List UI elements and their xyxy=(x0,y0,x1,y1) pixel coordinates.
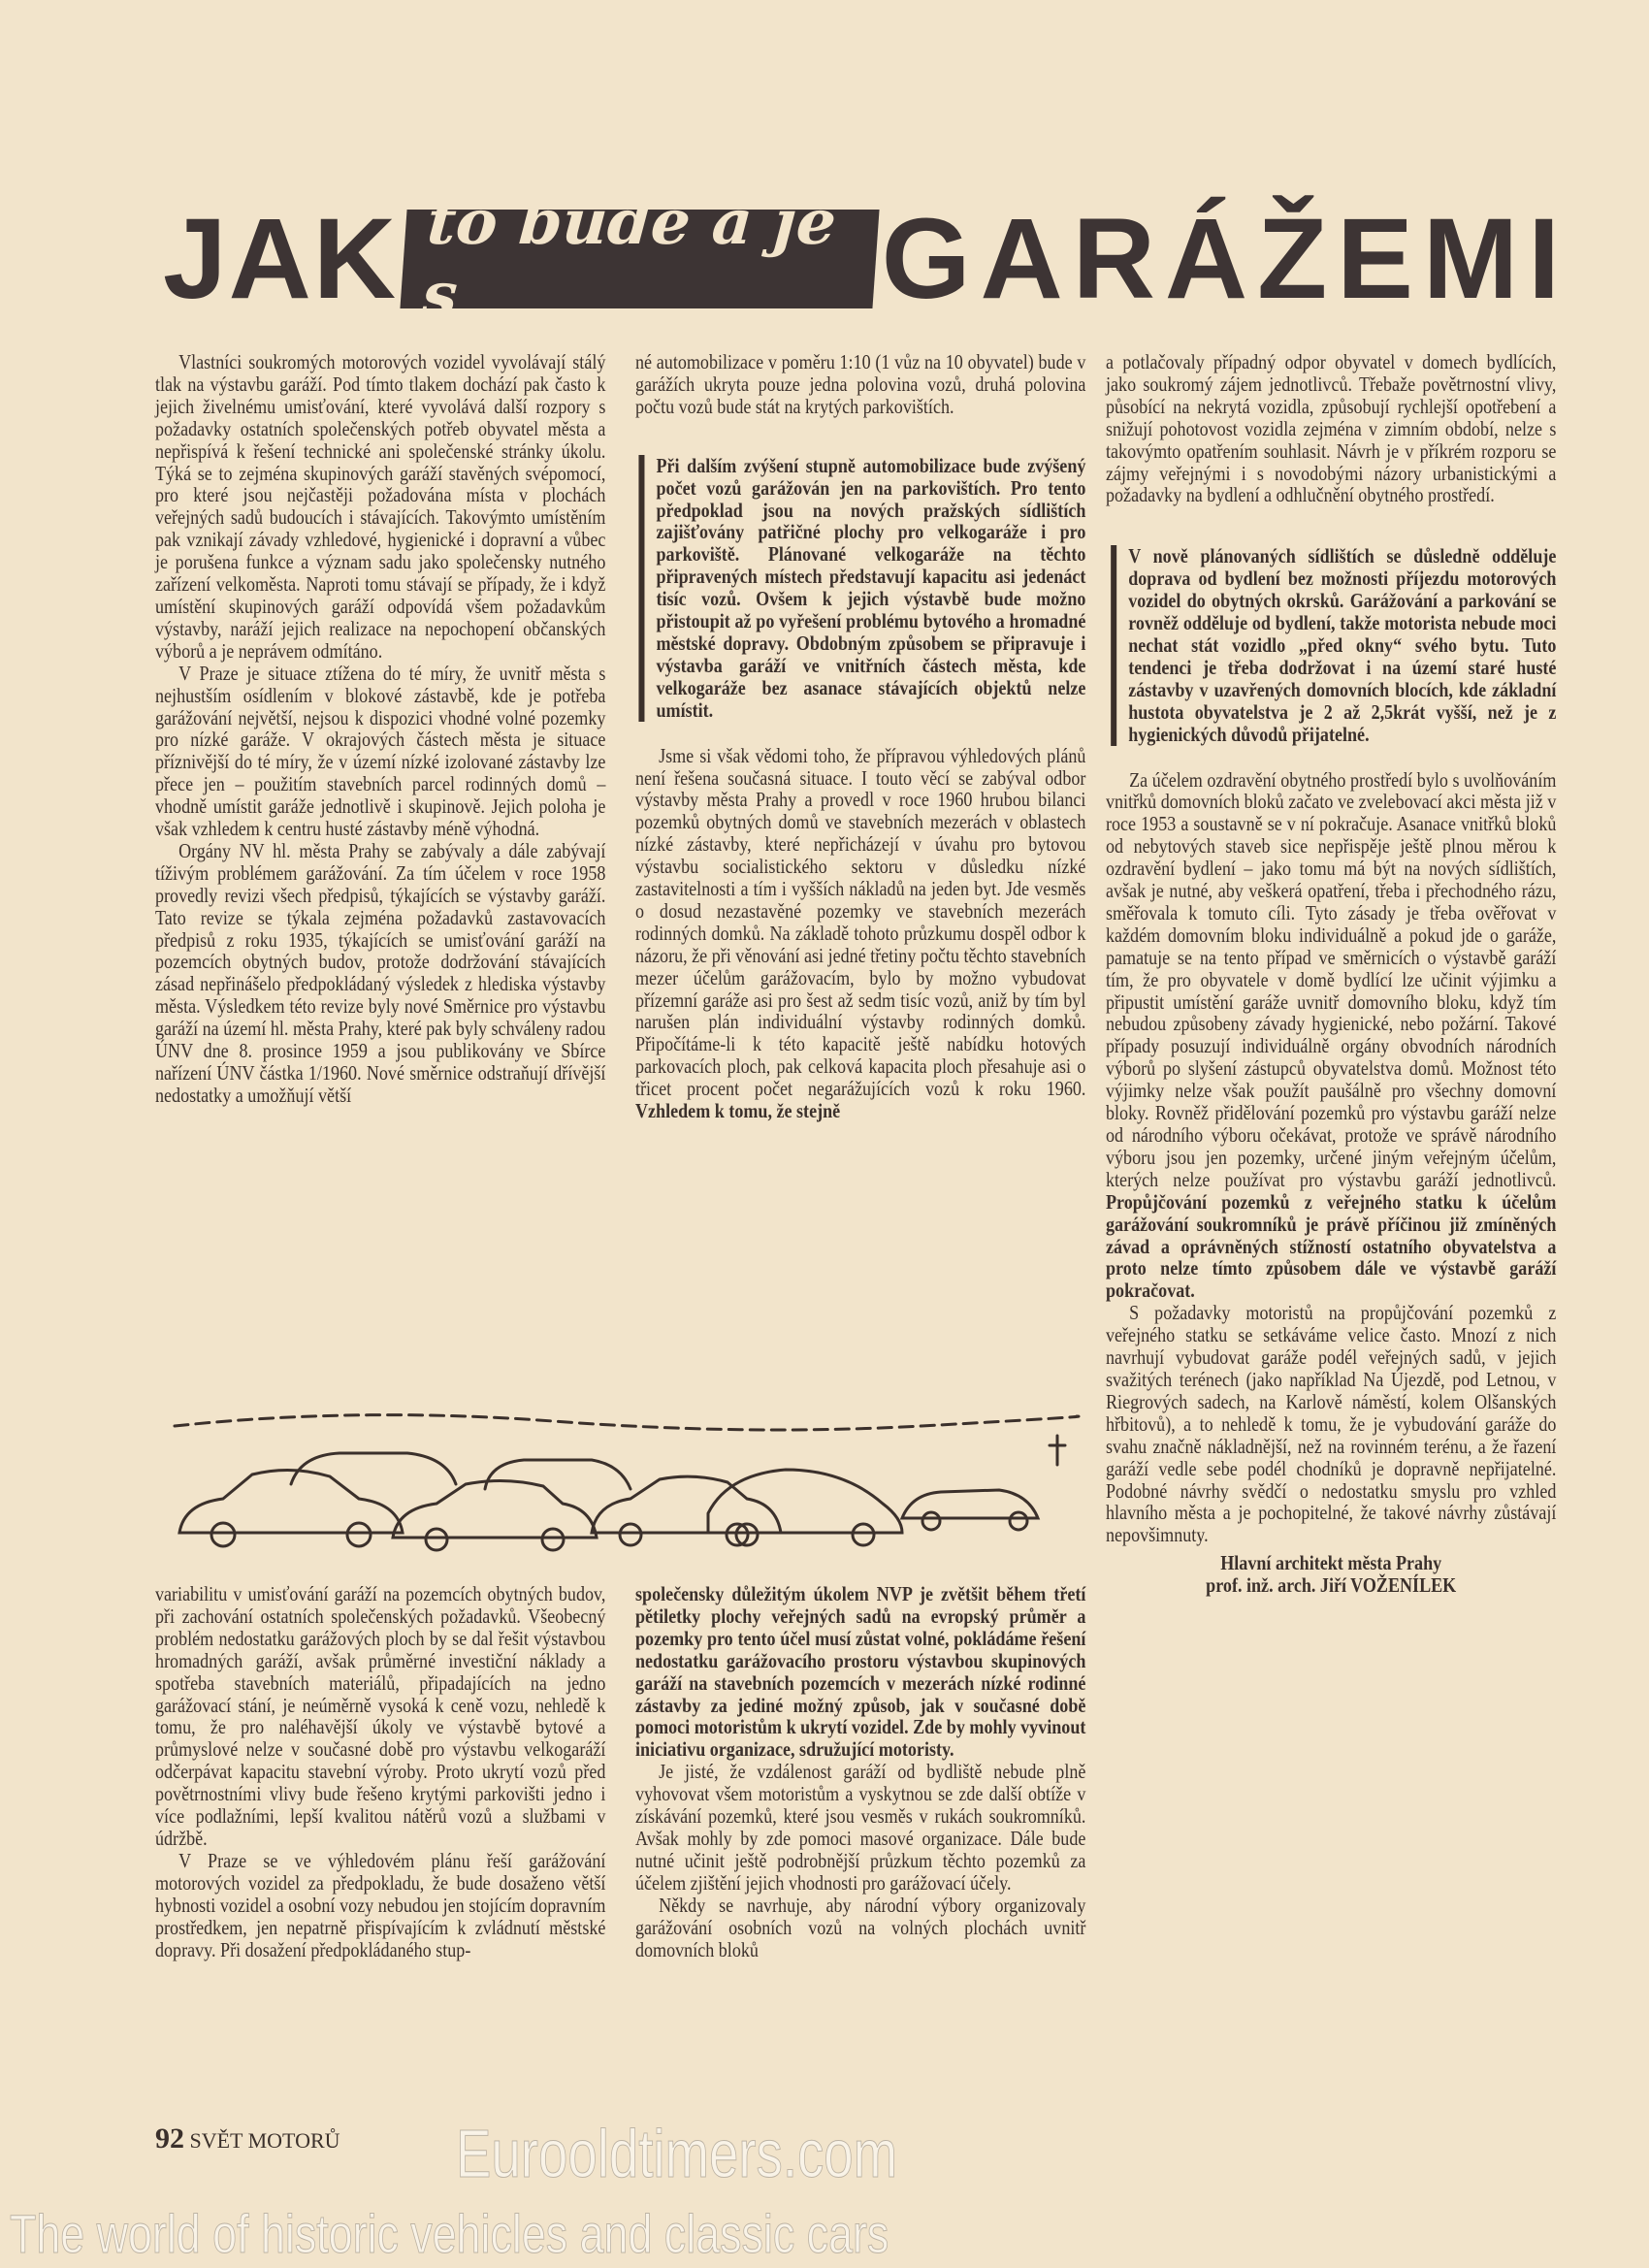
magazine-name: SVĚT MOTORŮ xyxy=(189,2128,340,2153)
column-2-bottom xyxy=(635,1583,1085,1960)
signature-role: Hlavní architekt města Prahy xyxy=(1220,1551,1442,1575)
paragraph: V Praze je situace ztížena do té míry, že uvnitř města s nejhustším osídlením v blokové zástavbě, kde je potřeba garážování největší, nejsou k dispozici vhodné volné pozemky pro nízké garáže. V okrajových částech města je situace příznivější do té míry, že v území nízké izolované zástavby lze přece jen – použitím stavebních parcel rodinných domů – vhodně umístit garáže jednotlivě i skupinově. Jejich poloha je však vzhledem k centru husté zástavby méně výhodná. xyxy=(155,661,606,841)
paragraph: a potlačovaly případný odpor obyvatel v domech bydlících, jako soukromý zájem jednotlivců. Třebaže povětrnostní vlivy, působící na nekrytá vozidla, způsobují rychlejší opotřebení a snižují pohotovost vozidla zejména v zimním období, nelze s takovýmto opatřením souhlasit. Návrh je v příkrém rozporu se zájmy veřejnými i s novodobými názory urbanistickými a požadavky na bydlení a odhlučnění obytného prostředí. xyxy=(1106,350,1557,507)
paragraph xyxy=(635,745,1085,1122)
column-1-top xyxy=(155,351,605,1107)
title-script: to bude a je s xyxy=(400,210,879,308)
car-icon xyxy=(393,1480,597,1550)
paragraph: né automobilizace v poměru 1:10 (1 vůz na 10 obyvatel) bude v garážích ukryta pouze jedna polovina vozů, druhá polovina počtu vozů bude stát na krytých parkovištích. xyxy=(635,350,1086,418)
title-garazemi: GARÁŽEMI xyxy=(881,195,1569,323)
car-icon xyxy=(708,1470,902,1545)
paragraph: Vlastníci soukromých motorových vozidel vyvolávají stálý tlak na výstavbu garáží. Pod tímto tlakem dochází pak často k jejich živelnému umisťování, které vyvolává další rozpory s požadavky ostatních společenských potřeb obyvatel města a nepřispívá k řešení technické ani společenské stránky úkolu. Týká se to zejména skupinových garáží stavěných svépomocí, pro které jsou nejčastěji požadována místa v plochách veřejných sadů budoucích i stávajících. Takovýmto umístěním pak vznikají závady vzhledové, hygienické i dopravní a vůbec je porušena funkce a význam sadu jako společensky nutného zařízení velkoměsta. Naproti tomu stávají se případy, že i když umístění skupinových garáží odpovídá všem požadavkům výstavby, naráží jejich realizace na nepochopení občanských výborů a je neprávem odmítáno. xyxy=(155,350,606,663)
title-jak: JAK xyxy=(163,195,399,323)
paragraph: V Praze se ve výhledovém plánu řeší garážování motorových vozidel za předpokladu, že bude dosaženo větší hybnosti vozidel a osobní vozy nebudou jen stojícím dopravním prostředkem, jen nepatrně přispívajícím k zvládnutí městské dopravy. Při dosažení předpokládaného stup- xyxy=(155,1848,606,1961)
car-icon xyxy=(485,1460,630,1489)
page-number: 92 xyxy=(155,2122,184,2155)
car-icon xyxy=(592,1476,781,1545)
cartoon-street-line xyxy=(175,1415,1079,1430)
paragraph-text: Za účelem ozdravění obytného prostředí bylo s uvolňováním vnitřků domovních bloků začato ve zvelebovací akci města již v roce 1953 a soustavně se v ní pokračuje. Asanace vnitřků bloků od nebytových staveb sice nepřispěje ještě plnou měrou k ozdravění bydlení – jako tomu má být na nových sídlištích, avšak je nutné, aby veškerá opatření, třeba i přechodného rázu, směřovala k tomuto cíli. Tyto zásady je třeba ověřovat v každém domovním bloku individuálně a pokud jde o garáže, pamatuje se na tento případ ve směrnicích o výstavbě garáží tím, že pro obyvatele v domě bydlící lze učinit výjimku a připustit umístění garáže uvnitř domovního bloku, když tím nebudou způsobeny závady hygienické, nebo požární. Takové případy posuzují individuálně orgány obvodních národních výborů po slyšení zástupců obyvatelstva domů. Možnost této výjimky nelze však použít paušálně pro všechny domovní bloky. Rovněž přidělování pozemků pro výstavbu garáží nelze od národního výboru očekávat, protože ve správě národního výboru jsou jen pozemky, určené jiným veřejným účelům, kterých nelze používat pro výstavbu garáží jednotlivců. xyxy=(1106,767,1557,1191)
highlight-text: V nově plánovaných sídlištích se důsledně odděluje doprava od bydlení bez možnosti příjezdu motorových vozidel do obytných okrsků. Garážování a parkování se rovněž odděluje od bydlení, takže motorista nebude moci nechat stát vozidlo „před okny“ svého bytu. Tuto tendenci je třeba dodržovat i na území staré husté zástavby v uzavřených domovních blocích, kde základní hustota obyvatelstva je 2 až 2,5krát vyšší, než je z hygienických důvodů přijatelné. xyxy=(1128,544,1557,746)
pedestrian-icon xyxy=(1050,1436,1065,1465)
car-icon xyxy=(291,1453,456,1484)
paragraph: Orgány NV hl. města Prahy se zabývaly a dále zabývají tíživým problémem garážování. Za tím účelem v roce 1958 provedly revizi všech předpisů, týkajících se výstavby garáží. Tato revize se týkala zejména požadavků zastavovacích předpisů z roku 1935, týkajících se umisťování garáží na pozemcích obytných budov, protože dodržování stávajících zásad nepřinášelo předpokládaný výsledek z hlediska výstavby města. Výsledkem této revize byly nové Směrnice pro výstavbu garáží na území hl. města Prahy, které pak byly schváleny radou ÚNV dne 8. prosince 1959 a jsou publikovány ve Sbírce nařízení ÚNV částka 1/1960. Nové směrnice odstraňují dřívější nedostatky a umožňují větší xyxy=(155,838,606,1107)
paragraph: Je jisté, že vzdálenost garáží od bydliště nebude plně vyhovovat všem motoristům a vyskytnou se zde další obtíže v získávání pozemků, které jsou vesměs v rukách soukromníků. Avšak mohly by zde pomoci masové organizace. Dále bude nutné učinit ještě podrobnější průzkum těchto pozemků za účelem zjištění jejich vhodnosti pro garážovací účely. xyxy=(635,1760,1086,1895)
paragraph: Někdy se navrhuje, aby národní výbory organizovaly garážování osobních vozů na volných plochách uvnitř domovních bloků xyxy=(635,1893,1086,1961)
column-3 xyxy=(1106,351,1556,1597)
parked-cars-cartoon xyxy=(165,1397,1086,1562)
paragraph-bold: společensky důležitým úkolem NVP je zvětšit během třetí pětiletky plochy veřejných sadů na evropský průměr a pozemky pro tento účel musí zůstat volné, pokládáme řešení nedostatku garážovacího prostoru výstavbou skupinových garáží na stavebních pozemcích v mezerách nízké rodinné zástavby za jediné možný způsob, jak v současné době pomoci motoristům k ukrytí vozidel. Zde by mohly vyvinout iniciativu organizace, sdružující motoristy. xyxy=(635,1582,1086,1762)
highlight-text: Při dalším zvýšení stupně automobilizace bude zvýšený počet vozů garážován jen na parkovištích. Pro tento předpoklad jsou na nových pražských sídlištích zajišťovány patřičné plochy pro velkogaráže i pro parkoviště. Plánované velkogaráže na těchto připravených místech představují kapacitu asi jedenáct tisíc vozů. Ovšem k jejich výstavbě bude možno přistoupit až po vyřešení problému bytového a hromadné městské dopravy. Obdobným způsobem se připravuje i výstavba garáží ve vnitřních částech města, kde velkogaráže bez asanace stávajících objektů nelze umístit. xyxy=(656,453,1086,722)
watermark-site: Eurooldtimers.com xyxy=(456,2116,898,2191)
highlight-box xyxy=(1111,545,1556,745)
car-icon xyxy=(902,1490,1038,1530)
column-2-top xyxy=(635,351,1085,1122)
signature-name: prof. inž. arch. Jiří VOŽENÍLEK xyxy=(1206,1573,1457,1598)
paragraph-text: Jsme si však vědomi toho, že přípravou výhledových plánů není řešena současná situace. I touto věcí se zabýval odbor výstavby města Prahy a provedl v roce 1960 hrubou bilanci pozemků obytných domů ve stavebních mezerách v oblastech nízké zástavby, které nepřicházejí v úvahu pro bytovou výstavbu socialistického sektoru v důsledku nízké zastavitelnosti a tím i vyšších nákladů na jeden byt. Jde vesměs o dosud nezastavěné pozemky ve stavebních mezerách rodinných domků. Na základě tohoto průzkumu dospěl odbor k názoru, že při věnování asi jedné třetiny počtu těchto stavebních mezer účelům garážovacím, bylo by možno vybudovat přízemní garáže asi pro šest až sedm tisíc vozů, aniž by tím byl narušen plán individuální výstavby rodinných domků. Připočítáme-li k této kapacitě ještě nabídku hotových parkovacích ploch, pak celková kapacita ploch přesahuje asi o třicet procent počet negarážujících vozů k roku 1960. xyxy=(635,743,1086,1101)
paragraph-bold: Propůjčování pozemků z veřejného statku k účelům garážování soukromníků je právě příčinou již zmíněných závad a oprávněných stížností ostatního obyvatelstva a proto nelze tímto způsobem dále ve výstavbě garáží pokračovat. xyxy=(1106,1189,1557,1303)
highlight-box xyxy=(638,455,1085,722)
paragraph xyxy=(1106,769,1556,1303)
watermark-tagline: The world of historic vehicles and classic cars xyxy=(10,2203,889,2264)
paragraph: S požadavky motoristů na propůjčování pozemků z veřejného statku se setkáváme velice často. Mnozí z nich navrhují vybudovat garáže podél veřejných sadů, v jejich svažitých terénech (jako například Na Újezdě, pod Letnou, v Riegrových sadech, na Karlově náměstí, kolem Olšanských hřbitovů), a to nehledě k tomu, že je vybudování garáže do svahu značně nákladnější, než na rovinném terénu, a že řazení garáží vedle sebe podél chodníků je dopravně nepřijatelné. Podobné návrhy svědčí o nedostatku smyslu pro vzhled hlavního města a je pochopitelné, že takové návrhy zůstávají nepovšimnuty. xyxy=(1106,1301,1557,1547)
page-footer xyxy=(155,2122,340,2155)
paragraph-bold-tail: Vzhledem k tomu, že stejně xyxy=(635,1099,841,1123)
paragraph: variabilitu v umisťování garáží na pozemcích obytných budov, při zachování ostatních společenských požadavků. Všeobecný problém nedostatku garážových ploch by se dal řešit výstavbou hromadných garáží, avšak průměrné investiční náklady a spotřeba stavebních materiálů, připadajících na jedno garážovací stání, je neúměrně vysoká k ceně vozu, nehledě k tomu, že pro naléhavější úkoly ve výstavbě bytové a průmyslové nelze v současné době pro výstavbu velkogaráží odčerpávat kapacitu stavební výroby. Proto ukrytí vozů před povětrnostními vlivy bude řešeno krytými parkovišti jedno i více podlažními, lepší kvalitou nátěrů vozů a službami v údržbě. xyxy=(155,1582,606,1850)
article-title xyxy=(163,186,1569,332)
column-1-bottom xyxy=(155,1583,605,1960)
